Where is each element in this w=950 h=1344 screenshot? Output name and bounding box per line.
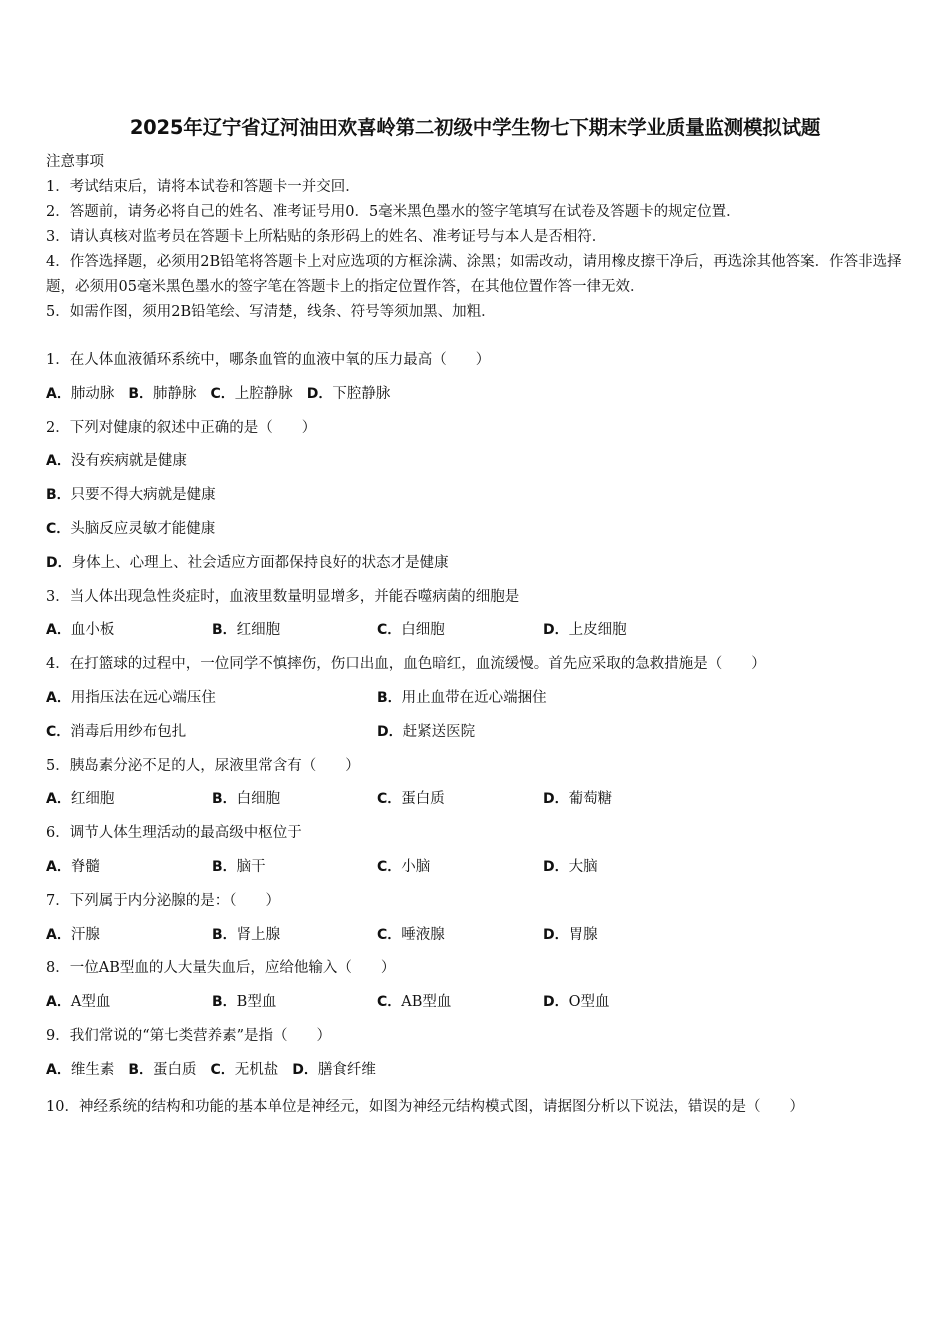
option-row (46, 616, 906, 650)
option-b: B．蛋白质 (128, 1061, 197, 1078)
option-c: C．唾液腺 (377, 926, 445, 943)
option-d: D．身体上、心理上、社会适应方面都保持良好的状态才是健康 (46, 554, 449, 571)
question-stem: 5．胰岛素分泌不足的人，尿液里常含有（ ） (46, 757, 360, 774)
option-b: B．红细胞 (212, 622, 281, 639)
option-row (46, 718, 906, 752)
option-b: B．肾上腺 (212, 926, 281, 943)
option-b: B．白细胞 (212, 791, 281, 808)
notes-heading: 注意事项 (46, 154, 104, 170)
option-d: D．O型血 (543, 994, 610, 1011)
option-row (46, 921, 906, 955)
question-stem: 3．当人体出现急性炎症时，血液里数量明显增多，并能吞噬病菌的细胞是 (46, 588, 520, 605)
note-item: 4．作答选择题，必须用2B铅笔将答题卡上对应选项的方框涂满、涂黑；如需改动，请用橡皮擦干净后，再选涂其他答案．作答非选择题，必须用05毫米黑色墨水的签字笔在答题卡上的指定位置作答，在其他位置作答一律无效． (46, 254, 902, 295)
note-item: 3．请认真核对监考员在答题卡上所粘贴的条形码上的姓名、准考证号与本人是否相符． (46, 229, 607, 245)
note-item: 2．答题前，请务必将自己的姓名、准考证号用0．5毫米黑色墨水的签字笔填写在试卷及答题卡的规定位置． (46, 204, 741, 220)
option-a: A．脊髓 (46, 858, 100, 875)
option-row (46, 380, 906, 414)
option-a: A．汗腺 (46, 926, 100, 943)
note-item: 1．考试结束后，请将本试卷和答题卡一并交回． (46, 179, 360, 195)
option-d: D．膳食纤维 (292, 1061, 376, 1078)
option-d: D．下腔静脉 (306, 385, 391, 402)
option-row (46, 785, 906, 819)
option-a: A．肺动脉 (46, 385, 115, 402)
option-d: D．大脑 (543, 858, 598, 875)
option-a: A．没有疾病就是健康 (46, 453, 187, 470)
option-a: A．维生素 (46, 1061, 115, 1078)
option-d: D．赶紧送医院 (377, 723, 476, 740)
option-b: B．用止血带在近心端捆住 (377, 689, 547, 706)
questions-section (46, 346, 906, 1124)
option-a: A．红细胞 (46, 791, 115, 808)
option-a: A．A型血 (46, 994, 111, 1011)
option-c: C．AB型血 (377, 994, 452, 1011)
option-b: B．B型血 (212, 994, 277, 1011)
option-c: C．头脑反应灵敏才能健康 (46, 520, 216, 537)
option-c: C．小脑 (377, 858, 431, 875)
option-b: B．只要不得大病就是健康 (46, 487, 216, 504)
option-c: C．白细胞 (377, 622, 445, 639)
option-a: A．用指压法在远心端压住 (46, 689, 216, 706)
question-stem: 7．下列属于内分泌腺的是：（ ） (46, 892, 280, 909)
question-stem: 9．我们常说的“第七类营养素”是指（ ） (46, 1027, 332, 1044)
option-c: C．无机盐 (210, 1061, 279, 1078)
question-stem: 8．一位AB型血的人大量失血后，应给他输入（ ） (46, 960, 396, 977)
option-row (46, 853, 906, 887)
note-item: 5．如需作图，须用2B铅笔绘、写清楚，线条、符号等须加黑、加粗． (46, 304, 496, 320)
question-stem: 6．调节人体生理活动的最高级中枢位于 (46, 825, 302, 842)
option-c: C．蛋白质 (377, 791, 445, 808)
option-d: D．上皮细胞 (543, 622, 627, 639)
option-d: D．葡萄糖 (543, 791, 613, 808)
option-row (46, 684, 906, 718)
option-b: B．脑干 (212, 858, 266, 875)
question-stem: 2．下列对健康的叙述中正确的是（ ） (46, 419, 317, 436)
question-stem: 4．在打篮球的过程中，一位同学不慎摔伤，伤口出血，血色暗红，血流缓慢。首先应采取的急救措施是（ ） (46, 656, 766, 673)
option-row (46, 988, 906, 1022)
option-c: C．消毒后用纱布包扎 (46, 723, 187, 740)
option-c: C．上腔静脉 (210, 385, 293, 402)
option-a: A．血小板 (46, 622, 115, 639)
option-d: D．胃腺 (543, 926, 598, 943)
question-stem: 1．在人体血液循环系统中，哪条血管的血液中氧的压力最高（ ） (46, 352, 491, 368)
notes-section (46, 150, 906, 325)
exam-title: 2025年辽宁省辽河油田欢喜岭第二初级中学生物七下期末学业质量监测模拟试题 (129, 116, 821, 139)
option-row (46, 1056, 906, 1090)
option-b: B．肺静脉 (128, 385, 197, 402)
question-stem: 10．神经系统的结构和功能的基本单位是神经元，如图为神经元结构模式图，请据图分析以下说法，错误的是（ ） (46, 1098, 804, 1115)
